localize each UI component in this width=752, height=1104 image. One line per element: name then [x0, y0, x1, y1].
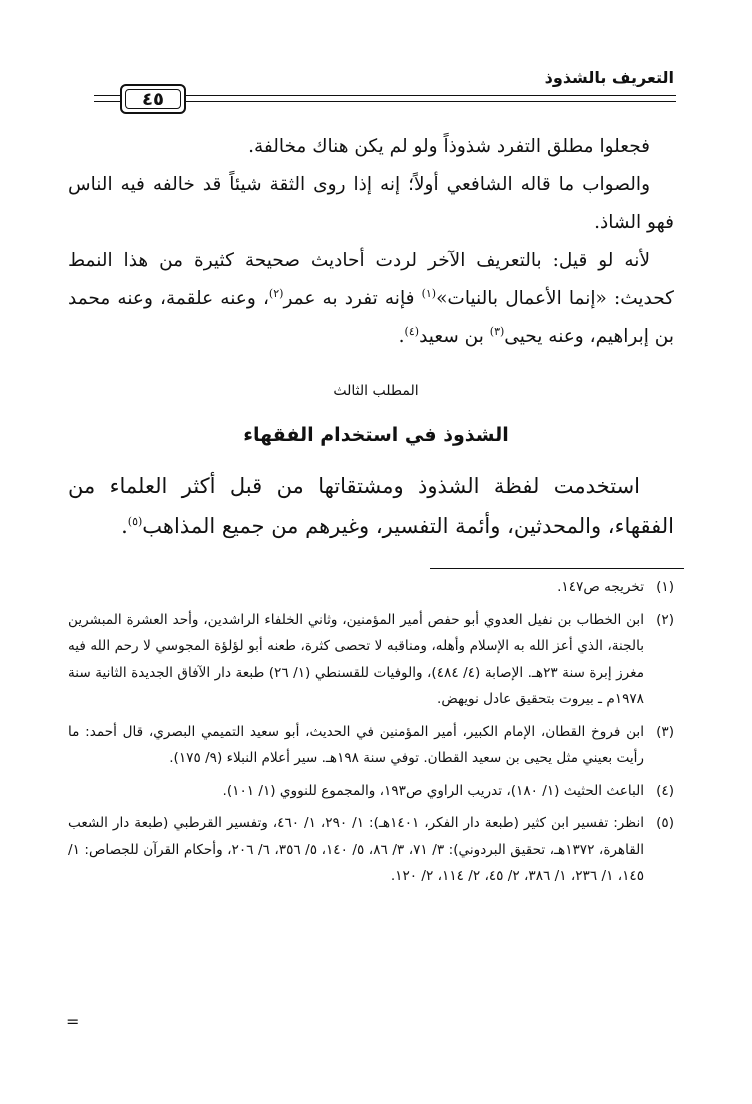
section-paragraph-text: [68, 466, 674, 546]
footnote-ref-2: (٢): [268, 286, 284, 300]
header-rule-right-2: [186, 101, 676, 102]
section-title: الشذوذ في استخدام الفقهاء: [243, 424, 509, 446]
footnote-text: انظر: تفسير ابن كثير (طبعة دار الفكر، ١٤٠١هـ): ١/ ٢٩٠، ١/ ٤٦٠، وتفسير القرطبي (طبعة دار الشعب القاهرة، ١٣٧٢هـ، تحقيق البردوني): ٣/ ٧١، ٣/ ٨٦، ٥/ ١٤٠، ٥/ ٣٥٦، ٦/ ٢٠٦، وأحكام القرآن للجصاص: ١/ ١٤٥، ١/ ٢٣٦، ١/ ٣٨٦، ٢/ ٤٥، ٢/ ١١٤، ٢/ ١٢٠.: [68, 815, 645, 884]
footnote-ref-5: (٥): [127, 515, 143, 528]
paragraph-3-part-b: فإنه تفرد به عمر: [283, 288, 422, 309]
paragraph-3: [68, 242, 674, 356]
footnote-5: [68, 810, 674, 890]
section-paragraph: [68, 466, 674, 546]
paragraph-3-part-d: بن سعيد: [419, 326, 490, 347]
section-paragraph-part-b: .: [121, 514, 128, 538]
paragraph-3-part-c: ، وعنه علقمة، وعنه محمد بن إبراهيم، وعنه يحيى: [68, 288, 674, 347]
footnote-text: ابن فروخ القطان، الإمام الكبير، أمير المؤمنين في الحديث، أبو سعيد التميمي البصري، قال أحمد: ما رأيت بعيني مثل يحيى بن سعيد القطان. توفي سنة ١٩٨هـ. سير أعلام النبلاء (٩/ ١٧٥).: [68, 723, 644, 766]
footnote-number: (٢): [656, 611, 674, 628]
footnote-2: [68, 607, 674, 713]
page-number-box: [120, 84, 186, 114]
footnotes: [68, 574, 674, 896]
header-rule-left-2: [94, 101, 120, 102]
running-header-title: التعريف بالشذوذ: [544, 68, 674, 87]
page-number: ٤٥: [125, 89, 181, 109]
footnote-text: ابن الخطاب بن نفيل العدوي أبو حفص أمير المؤمنين، وثاني الخلفاء الراشدين، وأحد العشرة المبشرين بالجنة، الذي أعز الله به الإسلام وأهله، ومناقبه لا تحصى كثرة، طعنه أبو لؤلؤة المجوسي لا رحم الله فيه مغرز إبرة سنة ٢٣هـ. الإصابة (٤/ ٤٨٤)، والوفيات للقسنطي (١/ ٢٦) طبعة دار الآفاق الجديدة الثانية سنة ١٩٧٨م ـ بيروت بتحقيق عادل نويهض.: [68, 611, 644, 707]
footnote-ref-4: (٤): [404, 324, 420, 338]
section-paragraph-part-a: استخدمت لفظة الشذوذ ومشتقاتها من قبل أكثر العلماء من الفقهاء، والمحدثين، وأئمة التفسير، وغيرهم من جميع المذاهب: [68, 474, 674, 538]
paragraph-1: فجعلوا مطلق التفرد شذوذاً ولو لم يكن هناك مخالفة.: [248, 136, 650, 157]
footnote-ref-1: (١): [421, 286, 437, 300]
footnote-3: [68, 719, 674, 772]
paragraph-3-part-e: .: [398, 326, 405, 347]
paragraph-2: والصواب ما قاله الشافعي أولاً؛ إنه إذا روى الثقة شيئاً قد خالفه فيه الناس فهو الشاذ.: [68, 174, 674, 233]
footnote-ref-3: (٣): [489, 324, 505, 338]
footnote-1: [68, 574, 674, 601]
footnote-number: (٤): [656, 782, 674, 799]
footnote-number: (٣): [656, 723, 674, 740]
section-label: المطلب الثالث: [333, 383, 419, 399]
footnote-number: (٥): [656, 815, 674, 831]
header-rule-right: [186, 95, 676, 96]
footnote-text: الباعث الحثيث (١/ ١٨٠)، تدريب الراوي ص١٩٣، والمجموع للنووي (١/ ١٠١).: [222, 782, 644, 799]
header-rule-left: [94, 95, 120, 96]
paragraph-3-part-a: لأنه لو قيل: بالتعريف الآخر لردت أحاديث صحيحة كثيرة من هذا النمط كحديث: «إنما الأعمال بالنيات»: [68, 250, 674, 309]
footnote-text: تخريجه ص١٤٧.: [557, 579, 644, 595]
footnote-separator: [430, 568, 684, 569]
margin-mark: =: [66, 1012, 80, 1031]
body-text: [68, 128, 674, 356]
footnote-number: (١): [656, 579, 674, 595]
footnote-4: [68, 778, 674, 805]
